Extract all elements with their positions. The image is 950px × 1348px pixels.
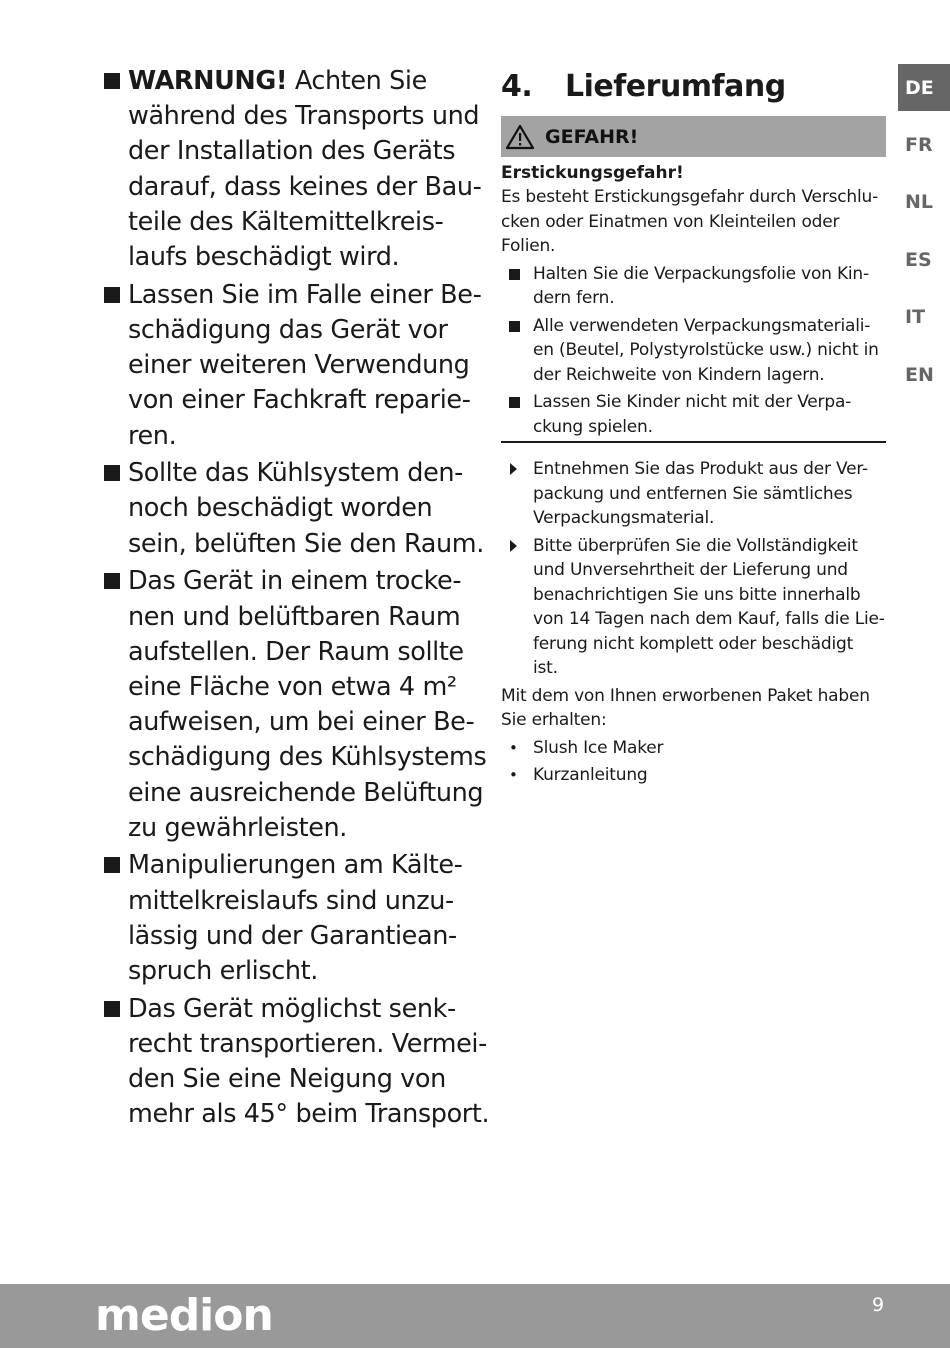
right-column [501, 64, 886, 788]
list-item [104, 992, 494, 1133]
arrow-right-icon [510, 463, 517, 475]
page-footer [0, 1284, 950, 1348]
square-bullet-icon [509, 321, 520, 332]
square-bullet-icon [509, 269, 520, 280]
lang-tab-it[interactable]: IT [905, 306, 926, 329]
text-line: Halten Sie die Verpackungsfolie von Kin- [533, 263, 869, 284]
text-line: Folien. [501, 236, 556, 256]
contents-item [501, 763, 886, 788]
text-line: ren. [128, 420, 177, 451]
list-item [104, 848, 494, 989]
list-item [501, 314, 886, 388]
text-line: zu gewährleisten. [128, 812, 347, 843]
section-heading [501, 64, 886, 108]
list-item [104, 564, 494, 846]
text-line: darauf, dass keines der Bau- [128, 171, 482, 202]
text-line: sein, belüften Sie den Raum. [128, 528, 484, 559]
text-line: mehr als 45° beim Transport. [128, 1099, 490, 1130]
step-item [501, 534, 886, 681]
text-line: Manipulierungen am Kälte- [128, 850, 463, 881]
text-line: cken oder Einatmen von Kleinteilen oder [501, 211, 840, 232]
dot-bullet-icon: • [509, 738, 518, 757]
contents-item [501, 736, 886, 761]
text-line: ferung nicht komplett oder beschädigt [533, 633, 854, 654]
danger-banner [501, 116, 886, 157]
page-number: 9 [872, 1294, 885, 1316]
dot-bullet-icon: • [509, 766, 518, 784]
text-line: eine ausreichende Belüftung [128, 777, 484, 808]
medion-logo: medion [95, 1290, 273, 1341]
danger-label: GEFAHR! [545, 125, 639, 148]
text-line: nen und belüftbaren Raum [128, 601, 461, 632]
text-line: Slush Ice Maker [533, 737, 664, 758]
text-line: Sollte das Kühlsystem den- [128, 458, 463, 489]
text-line: benachrichtigen Sie uns bitte innerhalb [533, 584, 861, 605]
list-item [501, 262, 886, 311]
text-line: spruch erlischt. [128, 956, 318, 987]
list-item [104, 64, 494, 275]
warning-label: WARNUNG! [128, 66, 288, 96]
square-bullet-icon [509, 397, 520, 408]
text-line: den Sie eine Neigung von [128, 1064, 446, 1095]
text-line: Lassen Sie im Falle einer Be- [128, 279, 482, 310]
section-title: Lieferumfang [565, 68, 786, 104]
text-line: mittelkreislaufs sind unzu- [128, 885, 454, 916]
text-line: noch beschädigt worden [128, 493, 433, 524]
text-line: aufstellen. Der Raum sollte [128, 636, 464, 667]
text-line: von 14 Tagen nach dem Kauf, falls die Lie- [533, 609, 885, 629]
text-line: dern fern. [533, 288, 615, 308]
text-line: Entnehmen Sie das Produkt aus der Ver- [533, 459, 868, 479]
text-line: schädigung des Kühlsystems [128, 742, 487, 773]
list-item [104, 278, 494, 454]
text-line: aufweisen, um bei einer Be- [128, 707, 475, 738]
list-item [104, 456, 494, 562]
square-bullet-icon [104, 1001, 120, 1017]
text-line: Bitte überprüfen Sie die Vollständigkeit [533, 535, 858, 556]
lang-tab-nl[interactable]: NL [905, 191, 934, 214]
text-line: Kurzanleitung [533, 765, 648, 785]
square-bullet-icon [104, 857, 120, 873]
step-item [501, 457, 886, 531]
text-line: einer weiteren Verwendung [128, 350, 470, 381]
section-number: 4. [501, 68, 533, 104]
lang-tab-de[interactable]: DE [898, 64, 950, 111]
warning-triangle-icon [505, 124, 535, 150]
lang-tab-fr[interactable]: FR [905, 133, 933, 156]
lang-tab-en[interactable]: EN [905, 363, 934, 386]
text-line: packung und entfernen Sie sämtliches [533, 483, 853, 504]
text-line: Lassen Sie Kinder nicht mit der Verpa- [533, 392, 852, 412]
text-line: ist. [533, 658, 558, 678]
danger-intro [501, 185, 886, 259]
danger-subtitle: Erstickungsgefahr! [501, 163, 684, 183]
lang-tab-es[interactable]: ES [905, 248, 932, 271]
square-bullet-icon [104, 73, 120, 89]
text-line: der Installation des Geräts [128, 136, 456, 167]
divider [501, 441, 886, 443]
text-line: und Unversehrtheit der Lieferung und [533, 560, 848, 580]
text-line: Alle verwendeten Verpackungsmateriali- [533, 315, 871, 336]
text-line: recht transportieren. Vermei- [128, 1028, 487, 1059]
text-line: Achten Sie [287, 66, 427, 96]
text-line: en (Beutel, Polystyrolstücke usw.) nicht in [533, 340, 879, 360]
text-line: Sie erhalten: [501, 710, 607, 730]
left-column [104, 64, 494, 1135]
text-line: von einer Fachkraft reparie- [128, 385, 471, 416]
square-bullet-icon [104, 287, 120, 303]
text-line: der Reichweite von Kindern lagern. [533, 364, 825, 385]
list-item [501, 390, 886, 439]
text-line: Das Gerät in einem trocke- [128, 566, 462, 597]
text-line: ckung spielen. [533, 416, 653, 437]
text-line: teile des Kältemittelkreis- [128, 206, 444, 237]
text-line: eine Fläche von etwa 4 m² [128, 671, 457, 702]
text-line: Mit dem von Ihnen erworbenen Paket haben [501, 685, 870, 706]
text-line: lässig und der Garantiean- [128, 920, 457, 951]
text-line: schädigung das Gerät vor [128, 314, 448, 345]
text-line: Verpackungsmaterial. [533, 508, 715, 528]
text-line: Das Gerät möglichst senk- [128, 993, 456, 1024]
arrow-right-icon [510, 540, 517, 552]
contents-intro [501, 684, 886, 733]
text-line: Es besteht Erstickungsgefahr durch Verschlu- [501, 187, 879, 207]
text-line: laufs beschädigt wird. [128, 242, 400, 273]
square-bullet-icon [104, 465, 120, 481]
language-tabs [898, 64, 950, 404]
text-line: während des Transports und [128, 101, 480, 132]
square-bullet-icon [104, 573, 120, 589]
